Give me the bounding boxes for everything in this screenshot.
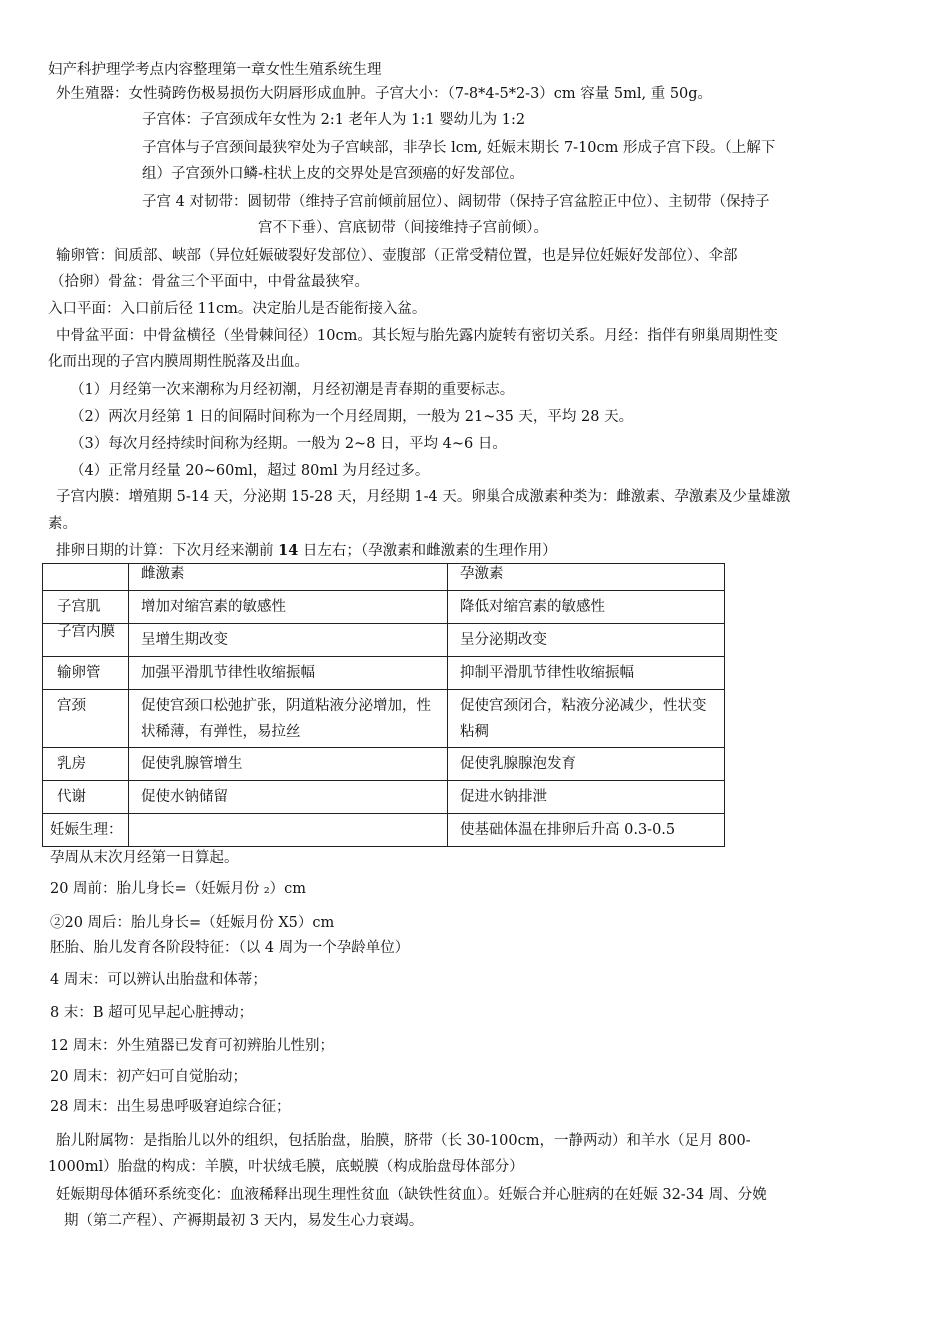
paragraph-line: 中骨盆平面：中骨盆横径（坐骨棘间径）10cm。其长短与胎先露内旋转有密切关系。月经：指伴有卵巢周期性变 [56, 328, 778, 344]
list-item: 8 末：B 超可见早起心脏搏动； [50, 1005, 254, 1021]
formula-line: 20 周前：胎儿身长=（妊娠月份 ₂）cm [50, 881, 307, 897]
ovulation-line [56, 541, 557, 561]
paragraph-line: 化而出现的子宫内膜周期性脱落及出血。 [48, 354, 309, 370]
table-cell: 呈增生期改变 [129, 624, 448, 657]
table-cell: 使基础体温在排卵后升高 0.3-0.5 [448, 814, 725, 847]
list-item: （2）两次月经第 1 日的间隔时间称为一个月经周期，一般为 21~35 天，平均 28 天。 [70, 409, 634, 425]
paragraph-line: 组）子宫颈外口鳞-柱状上皮的交界处是宫颈癌的好发部位。 [142, 166, 524, 182]
table-cell: 抑制平滑肌节律性收缩振幅 [448, 657, 725, 690]
list-item: 12 周末：外生殖器已发育可初辨胎儿性别； [50, 1038, 335, 1054]
paragraph-line: 子宫体与子宫颈间最狭窄处为子宫峡部，非孕长 lcm, 妊娠末期长 7-10cm 形成子宫下段。（上解下 [142, 140, 776, 156]
table-header-cell [43, 564, 129, 591]
table-cell-label: 代谢 [43, 781, 129, 814]
paragraph-line: 输卵管：间质部、峡部（异位妊娠破裂好发部位）、壶腹部（正常受精位置，也是异位妊娠好发部位）、伞部 [56, 248, 738, 264]
paragraph-line: 胚胎、胎儿发育各阶段特征：（以 4 周为一个孕龄单位） [50, 940, 410, 956]
list-item: （4）正常月经量 20~60ml，超过 80ml 为月经过多。 [70, 463, 430, 479]
ovulation-day: 14 [278, 542, 299, 559]
table-cell: 降低对缩宫素的敏感性 [448, 591, 725, 624]
paragraph-line: 子宫 4 对韧带：圆韧带（维持子宫前倾前屈位）、阔韧带（保持子宫盆腔正中位）、主韧带（保持子 [142, 194, 770, 210]
paragraph-line: 素。 [48, 516, 77, 532]
table-row [43, 690, 725, 748]
list-item: （1）月经第一次来潮称为月经初潮，月经初潮是青春期的重要标志。 [70, 382, 515, 398]
formula-line: ②20 周后：胎儿身长=（妊娠月份 X5）cm [50, 915, 335, 931]
table-cell: 促进水钠排泄 [448, 781, 725, 814]
paragraph-line: 孕周从末次月经第一日算起。 [50, 850, 239, 866]
table-cell: 呈分泌期改变 [448, 624, 725, 657]
paragraph-line: 外生殖器：女性骑跨伤极易损伤大阴唇形成血肿。子宫大小：（7-8*4-5*2-3）cm 容量 5ml, 重 50g。 [56, 86, 713, 102]
table-cell: 促使宫颈闭合，粘液分泌减少，性状变粘稠 [448, 690, 725, 748]
paragraph-line: 宫不下垂）、宫底韧带（间接维持子宫前倾）。 [258, 220, 548, 236]
table-cell-label: 子宫肌 [43, 591, 129, 624]
paragraph-line: （拾卵）骨盆：骨盆三个平面中，中骨盆最狭窄。 [50, 274, 369, 290]
table-header-cell: 孕激素 [448, 564, 725, 591]
table-row [43, 748, 725, 781]
list-item: 28 周末：出生易患呼吸窘迫综合征； [50, 1099, 291, 1115]
table-row [43, 591, 725, 624]
table-cell [129, 814, 448, 847]
paragraph-line: 妊娠期母体循环系统变化：血液稀释出现生理性贫血（缺铁性贫血）。妊娠合并心脏病的在妊娠 32-34 周、分娩 [56, 1187, 767, 1203]
list-item: 20 周末：初产妇可自觉胎动； [50, 1069, 248, 1085]
paragraph-line: 子宫体：子宫颈成年女性为 2:1 老年人为 1:1 婴幼儿为 1:2 [142, 112, 526, 128]
ovulation-prefix: 排卵日期的计算：下次月经来潮前 [56, 543, 279, 559]
ovulation-suffix: 日左右；（孕激素和雌激素的生理作用） [298, 543, 557, 559]
table-cell-label: 乳房 [43, 748, 129, 781]
table-cell: 促使乳腺管增生 [129, 748, 448, 781]
table-cell: 增加对缩宫素的敏感性 [129, 591, 448, 624]
table-cell: 促使水钠储留 [129, 781, 448, 814]
hormone-comparison-table [42, 563, 725, 847]
paragraph-line: 胎儿附属物：是指胎儿以外的组织，包括胎盘，胎膜，脐带（长 30-100cm，一静两动）和羊水（足月 800- [56, 1133, 751, 1149]
table-cell-label: 子宫内膜 [43, 624, 129, 657]
table-row [43, 657, 725, 690]
paragraph-line: 子宫内膜：增殖期 5-14 天，分泌期 15-28 天，月经期 1-4 天。卵巢合成激素种类为：雌激素、孕激素及少量雄激 [56, 489, 791, 505]
table-cell: 促使宫颈口松弛扩张，阴道粘液分泌增加，性状稀薄，有弹性，易拉丝 [129, 690, 448, 748]
paragraph-line: 期（第二产程）、产褥期最初 3 天内，易发生心力衰竭。 [64, 1213, 424, 1229]
paragraph-line: 1000ml）胎盘的构成：羊膜，叶状绒毛膜，底蜕膜（构成胎盘母体部分） [48, 1159, 524, 1175]
table-header-cell: 雌激素 [129, 564, 448, 591]
table-cell: 加强平滑肌节律性收缩振幅 [129, 657, 448, 690]
table-row [43, 624, 725, 657]
table-cell-label: 宫颈 [43, 690, 129, 748]
list-item: 4 周末：可以辨认出胎盘和体蒂； [50, 972, 267, 988]
table-cell-label: 输卵管 [43, 657, 129, 690]
list-item: （3）每次月经持续时间称为经期。一般为 2~8 日，平均 4~6 日。 [70, 436, 507, 452]
paragraph-line: 入口平面：入口前后径 11cm。决定胎儿是否能衔接入盆。 [48, 301, 427, 317]
table-header-row [43, 564, 725, 591]
section-heading: 妊娠生理： [50, 822, 123, 838]
table-cell: 促使乳腺腺泡发育 [448, 748, 725, 781]
document-title: 妇产科护理学考点内容整理第一章女性生殖系统生理 [48, 62, 382, 78]
table-row [43, 814, 725, 847]
table-row [43, 781, 725, 814]
